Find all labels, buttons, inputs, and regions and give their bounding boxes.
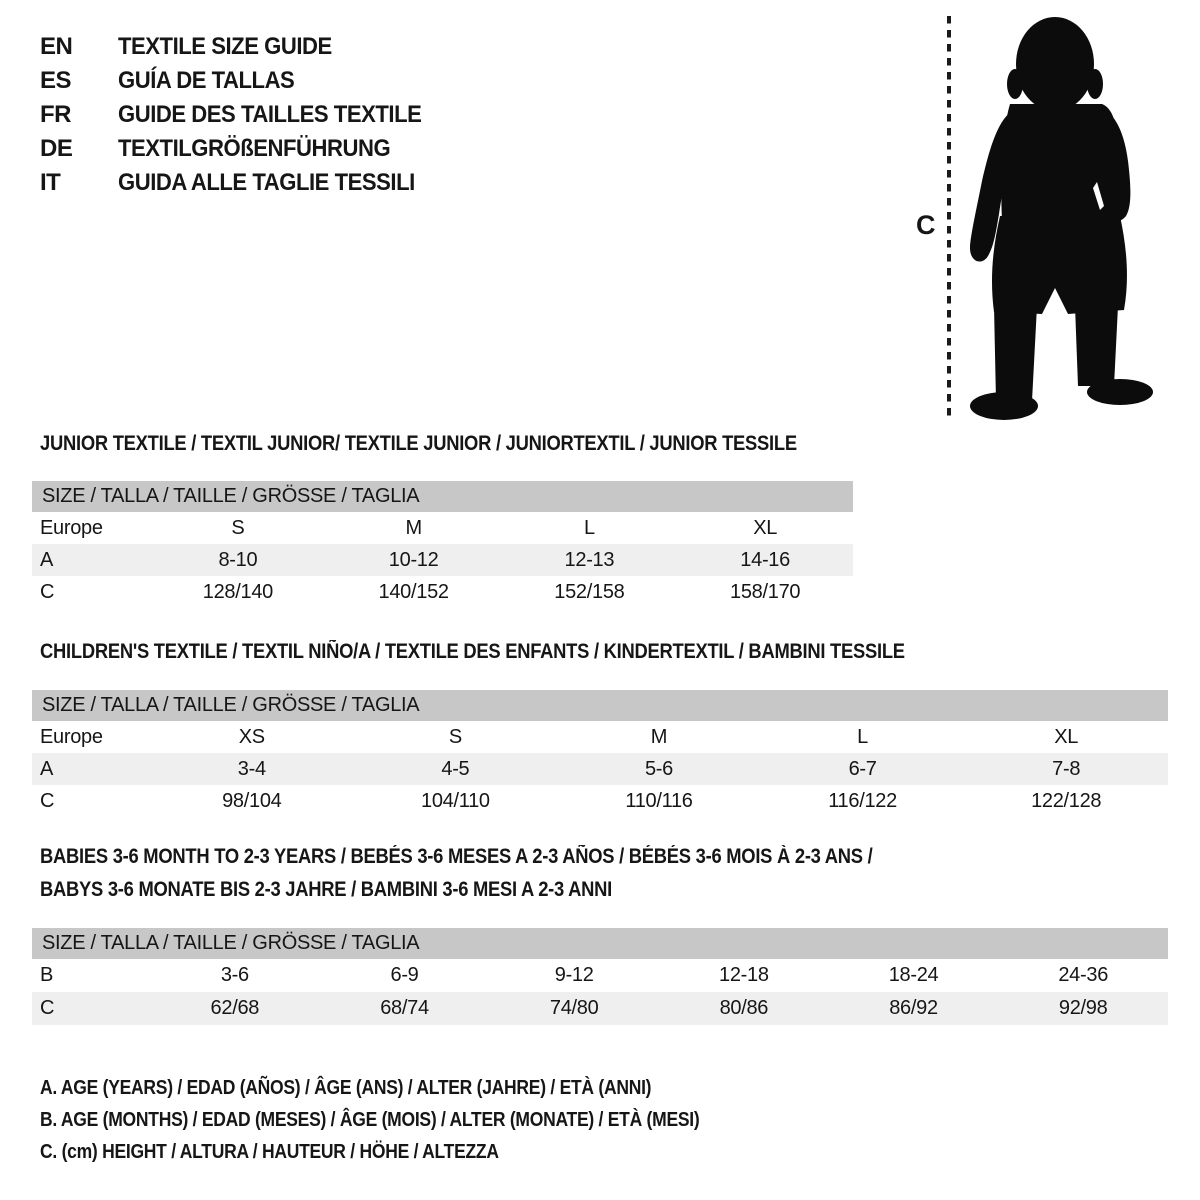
table-cell: 98/104 — [222, 789, 282, 812]
table-row — [32, 512, 853, 544]
language-title: GUIDA ALLE TAGLIE TESSILI — [118, 169, 415, 196]
table-cell: XL — [1054, 725, 1079, 748]
table-row — [32, 785, 1168, 817]
language-code: FR — [40, 101, 71, 128]
section-heading-children: CHILDREN'S TEXTILE / TEXTIL NIÑO/A / TEXTILE DES ENFANTS / KINDERTEXTIL / BAMBINI TESSILE — [40, 640, 905, 663]
table-cell: 152/158 — [554, 580, 625, 603]
table-cell: 80/86 — [719, 997, 769, 1019]
table-cell: 8-10 — [218, 548, 258, 571]
table-cell: 128/140 — [202, 580, 273, 603]
size-header-band: SIZE / TALLA / TAILLE / GRÖSSE / TAGLIA — [32, 481, 853, 512]
region-label: Europe — [40, 516, 103, 539]
section-children — [32, 640, 1168, 817]
language-row — [40, 98, 448, 132]
table-cell: 18-24 — [888, 964, 939, 986]
measure-c-label: C — [916, 210, 936, 240]
language-row — [40, 64, 448, 98]
table-cell: XL — [753, 516, 778, 539]
language-row — [40, 166, 448, 200]
toddler-silhouette-icon — [962, 16, 1158, 420]
language-row — [40, 30, 448, 64]
table-cell: 92/98 — [1058, 997, 1108, 1019]
table-cell: 6-7 — [848, 757, 877, 780]
table-row — [32, 992, 1168, 1025]
row-label: C — [40, 789, 55, 812]
children-size-table — [32, 690, 1168, 817]
table-row — [32, 959, 1168, 992]
table-cell: 10-12 — [388, 548, 439, 571]
table-row — [32, 753, 1168, 785]
legend — [40, 1072, 794, 1168]
table-row — [32, 544, 853, 576]
table-row — [32, 576, 853, 608]
table-cell: 3-4 — [237, 757, 266, 780]
babies-size-table — [32, 928, 1168, 1025]
junior-size-table — [32, 481, 853, 608]
table-cell: L — [857, 725, 868, 748]
size-header-band: SIZE / TALLA / TAILLE / GRÖSSE / TAGLIA — [32, 690, 1168, 721]
language-row — [40, 132, 448, 166]
row-label: C — [40, 580, 55, 603]
table-cell: XS — [238, 725, 265, 748]
table-cell: 74/80 — [549, 997, 599, 1019]
table-cell: S — [448, 725, 462, 748]
table-cell: 6-9 — [390, 964, 419, 986]
table-cell: 68/74 — [380, 997, 429, 1019]
language-code: EN — [40, 33, 73, 60]
legend-line-b: B. AGE (MONTHS) / EDAD (MESES) / ÂGE (MOIS) / ALTER (MONATE) / ETÀ (MESI) — [40, 1109, 700, 1131]
table-cell: L — [583, 516, 595, 539]
table-cell: 86/92 — [889, 997, 938, 1019]
row-label: B — [40, 964, 54, 986]
table-cell: 12-13 — [564, 548, 615, 571]
language-code: IT — [40, 169, 61, 196]
table-cell: M — [405, 516, 422, 539]
table-cell: 62/68 — [210, 997, 260, 1019]
legend-line-c: C. (cm) HEIGHT / ALTURA / HAUTEUR / HÖHE / ALTEZZA — [40, 1141, 499, 1163]
row-label: A — [40, 757, 54, 780]
row-label: C — [40, 997, 55, 1019]
table-cell: 116/122 — [828, 789, 897, 812]
section-heading-junior: JUNIOR TEXTILE / TEXTIL JUNIOR/ TEXTILE JUNIOR / JUNIORTEXTIL / JUNIOR TESSILE — [40, 432, 797, 455]
table-cell: 104/110 — [421, 789, 490, 812]
table-cell: 158/170 — [730, 580, 801, 603]
table-cell: 110/116 — [625, 789, 693, 812]
table-row — [32, 721, 1168, 753]
legend-line-a: A. AGE (YEARS) / EDAD (AÑOS) / ÂGE (ANS) / ALTER (JAHRE) / ETÀ (ANNI) — [40, 1077, 652, 1099]
table-cell: 4-5 — [441, 757, 470, 780]
language-code: ES — [40, 67, 72, 94]
table-cell: 9-12 — [554, 964, 594, 986]
table-cell: 122/128 — [1031, 789, 1102, 812]
region-label: Europe — [40, 725, 103, 748]
table-cell: S — [231, 516, 245, 539]
language-title: GUIDE DES TAILLES TEXTILE — [118, 101, 422, 128]
table-cell: M — [650, 725, 668, 748]
language-code: DE — [40, 135, 73, 162]
table-cell: 14-16 — [740, 548, 790, 571]
table-cell: 5-6 — [644, 757, 673, 780]
table-cell: 140/152 — [378, 580, 449, 603]
size-header-band: SIZE / TALLA / TAILLE / GRÖSSE / TAGLIA — [32, 928, 1168, 959]
language-title: GUÍA DE TALLAS — [118, 67, 295, 94]
height-measure-dashed-line — [946, 16, 952, 418]
table-cell: 7-8 — [1052, 757, 1081, 780]
row-label: A — [40, 548, 54, 571]
language-title: TEXTILE SIZE GUIDE — [118, 33, 332, 60]
table-cell: 24-36 — [1058, 964, 1109, 986]
section-heading-babies: BABIES 3-6 MONTH TO 2-3 YEARS / BEBÉS 3-6 MESES A 2-3 AÑOS / BÉBÉS 3-6 MOIS À 2-3 ANS / BABYS 3-6 MONATE BIS 2-3 JAHRE / BAMBINI 3-6 MESI A 2-3 ANNI — [40, 845, 873, 901]
table-cell: 3-6 — [220, 964, 249, 986]
section-junior — [32, 432, 853, 608]
language-title: TEXTILGRÖßENFÜHRUNG — [118, 135, 391, 162]
section-babies — [32, 840, 1168, 1025]
language-list — [40, 30, 448, 200]
table-cell: 12-18 — [719, 964, 769, 986]
